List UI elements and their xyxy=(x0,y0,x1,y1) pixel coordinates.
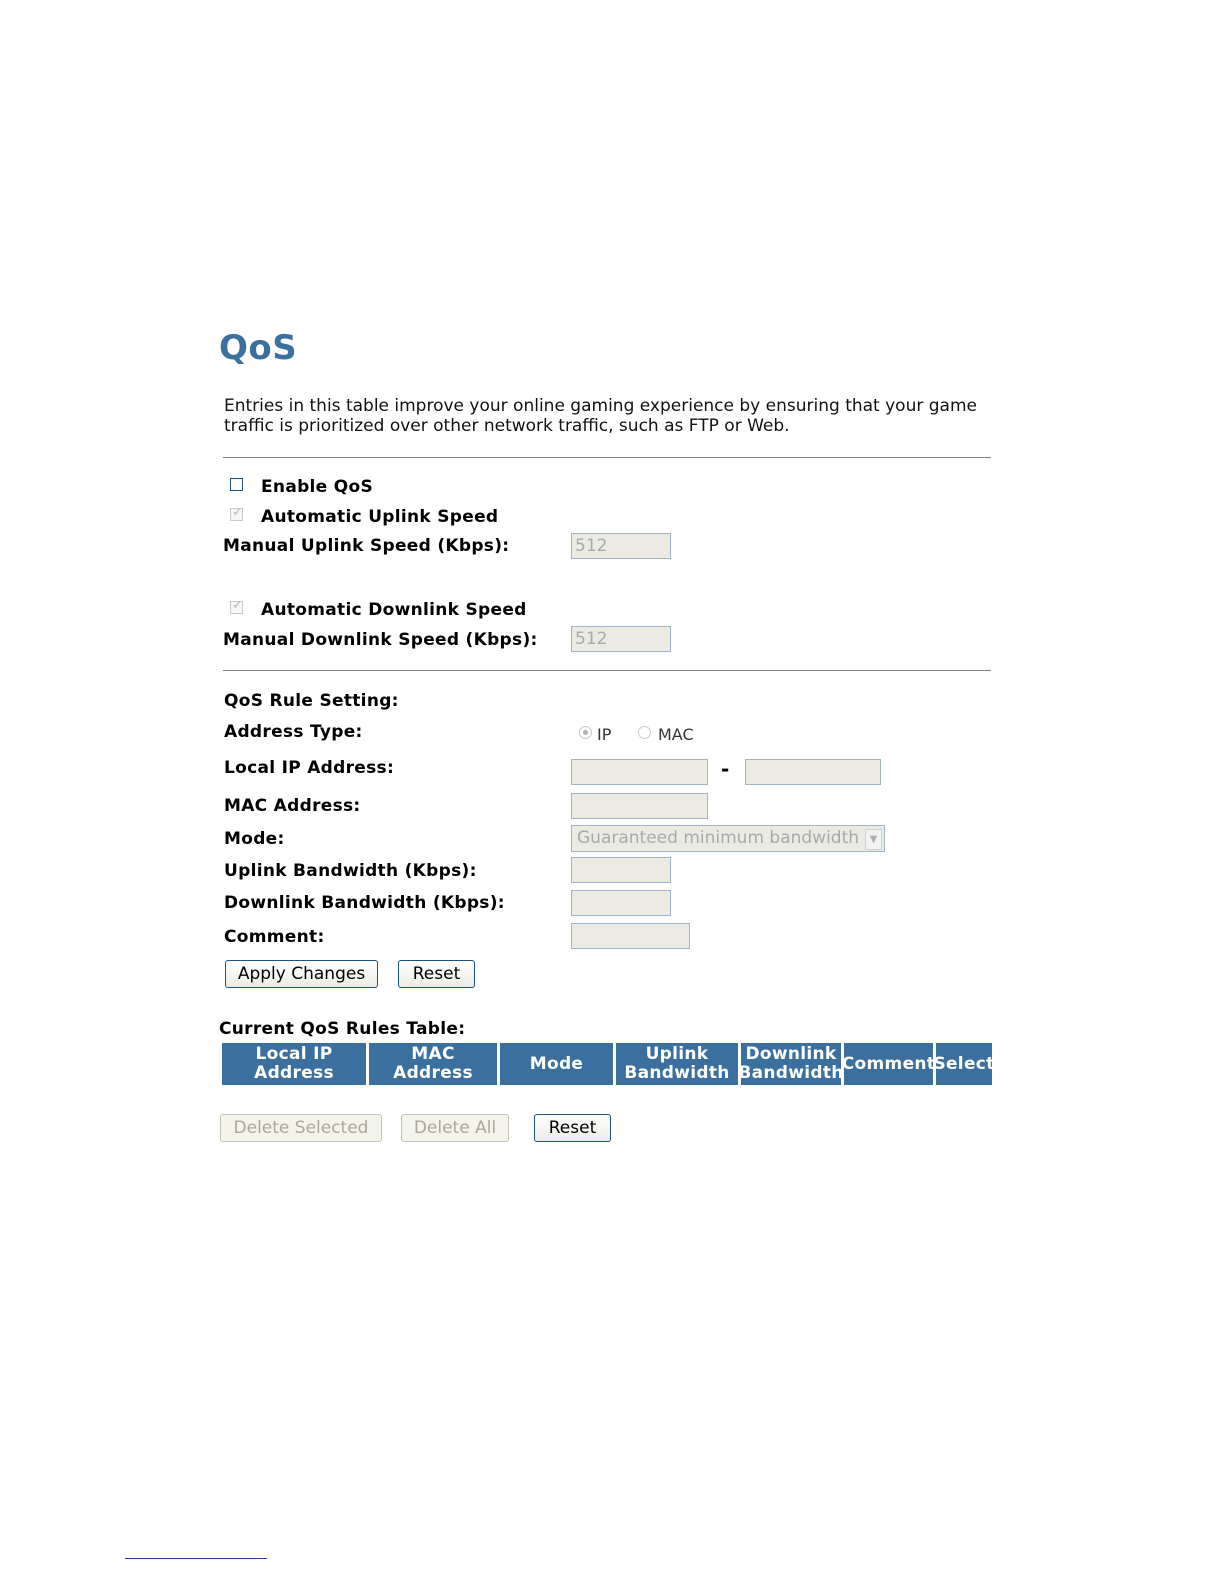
column-header-downlink-bandwidth: Downlink Bandwidth xyxy=(738,1044,844,1083)
local-ip-start-input[interactable] xyxy=(571,759,708,785)
page-title: QoS xyxy=(219,328,298,368)
address-type-ip-radio[interactable] xyxy=(579,726,592,739)
address-type-mac-label: MAC xyxy=(658,725,694,744)
auto-uplink-label: Automatic Uplink Speed xyxy=(261,507,499,527)
rules-table-heading: Current QoS Rules Table: xyxy=(219,1019,466,1039)
address-type-mac-radio[interactable] xyxy=(638,726,651,739)
downlink-bandwidth-label: Downlink Bandwidth (Kbps): xyxy=(224,893,505,913)
page-description: Entries in this table improve your online gaming experience by ensuring that your game traffic is prioritized over other network traffic, such as FTP or Web. xyxy=(224,396,977,436)
column-header-select: Select xyxy=(936,1043,992,1085)
reset-table-button[interactable]: Reset xyxy=(534,1114,611,1142)
downlink-bandwidth-input[interactable] xyxy=(571,890,671,916)
reset-rule-button[interactable]: Reset xyxy=(398,960,475,988)
comment-input[interactable] xyxy=(571,923,690,949)
enable-qos-checkbox[interactable] xyxy=(230,478,243,491)
auto-uplink-checkbox[interactable] xyxy=(230,508,243,521)
column-header-comment: Comment xyxy=(844,1043,933,1085)
mode-select[interactable] xyxy=(571,825,885,852)
auto-downlink-checkbox[interactable] xyxy=(230,601,243,614)
mac-address-label: MAC Address: xyxy=(224,796,361,816)
mode-label: Mode: xyxy=(224,829,285,849)
address-type-ip-label: IP xyxy=(597,725,612,744)
rule-setting-heading: QoS Rule Setting: xyxy=(224,691,399,711)
column-header-mac-address: MAC Address xyxy=(369,1043,497,1085)
mac-address-input[interactable] xyxy=(571,793,708,819)
address-type-label: Address Type: xyxy=(224,722,363,742)
footnote-separator xyxy=(125,1558,267,1559)
enable-qos-label: Enable QoS xyxy=(261,477,374,497)
manual-downlink-label: Manual Downlink Speed (Kbps): xyxy=(223,630,538,650)
column-header-mode: Mode xyxy=(500,1043,613,1085)
mode-select-value: Guaranteed minimum bandwidth xyxy=(577,828,860,848)
local-ip-label: Local IP Address: xyxy=(224,758,395,778)
uplink-bandwidth-input[interactable] xyxy=(571,857,671,883)
manual-uplink-label: Manual Uplink Speed (Kbps): xyxy=(223,536,510,556)
auto-downlink-label: Automatic Downlink Speed xyxy=(261,600,527,620)
column-header-local-ip: Local IP Address xyxy=(222,1043,366,1085)
manual-downlink-input[interactable]: 512 xyxy=(571,626,671,652)
uplink-bandwidth-label: Uplink Bandwidth (Kbps): xyxy=(224,861,477,881)
comment-label: Comment: xyxy=(224,927,325,947)
chevron-down-icon: ▼ xyxy=(865,829,882,850)
apply-changes-button[interactable]: Apply Changes xyxy=(225,960,378,988)
column-header-uplink-bandwidth: Uplink Bandwidth xyxy=(616,1043,738,1085)
delete-selected-button[interactable]: Delete Selected xyxy=(220,1114,382,1142)
divider xyxy=(223,457,991,458)
ip-range-separator: - xyxy=(721,757,730,781)
delete-all-button[interactable]: Delete All xyxy=(401,1114,509,1142)
local-ip-end-input[interactable] xyxy=(745,759,881,785)
manual-uplink-input[interactable]: 512 xyxy=(571,533,671,559)
divider xyxy=(223,670,991,671)
rules-table-header xyxy=(222,1043,995,1085)
